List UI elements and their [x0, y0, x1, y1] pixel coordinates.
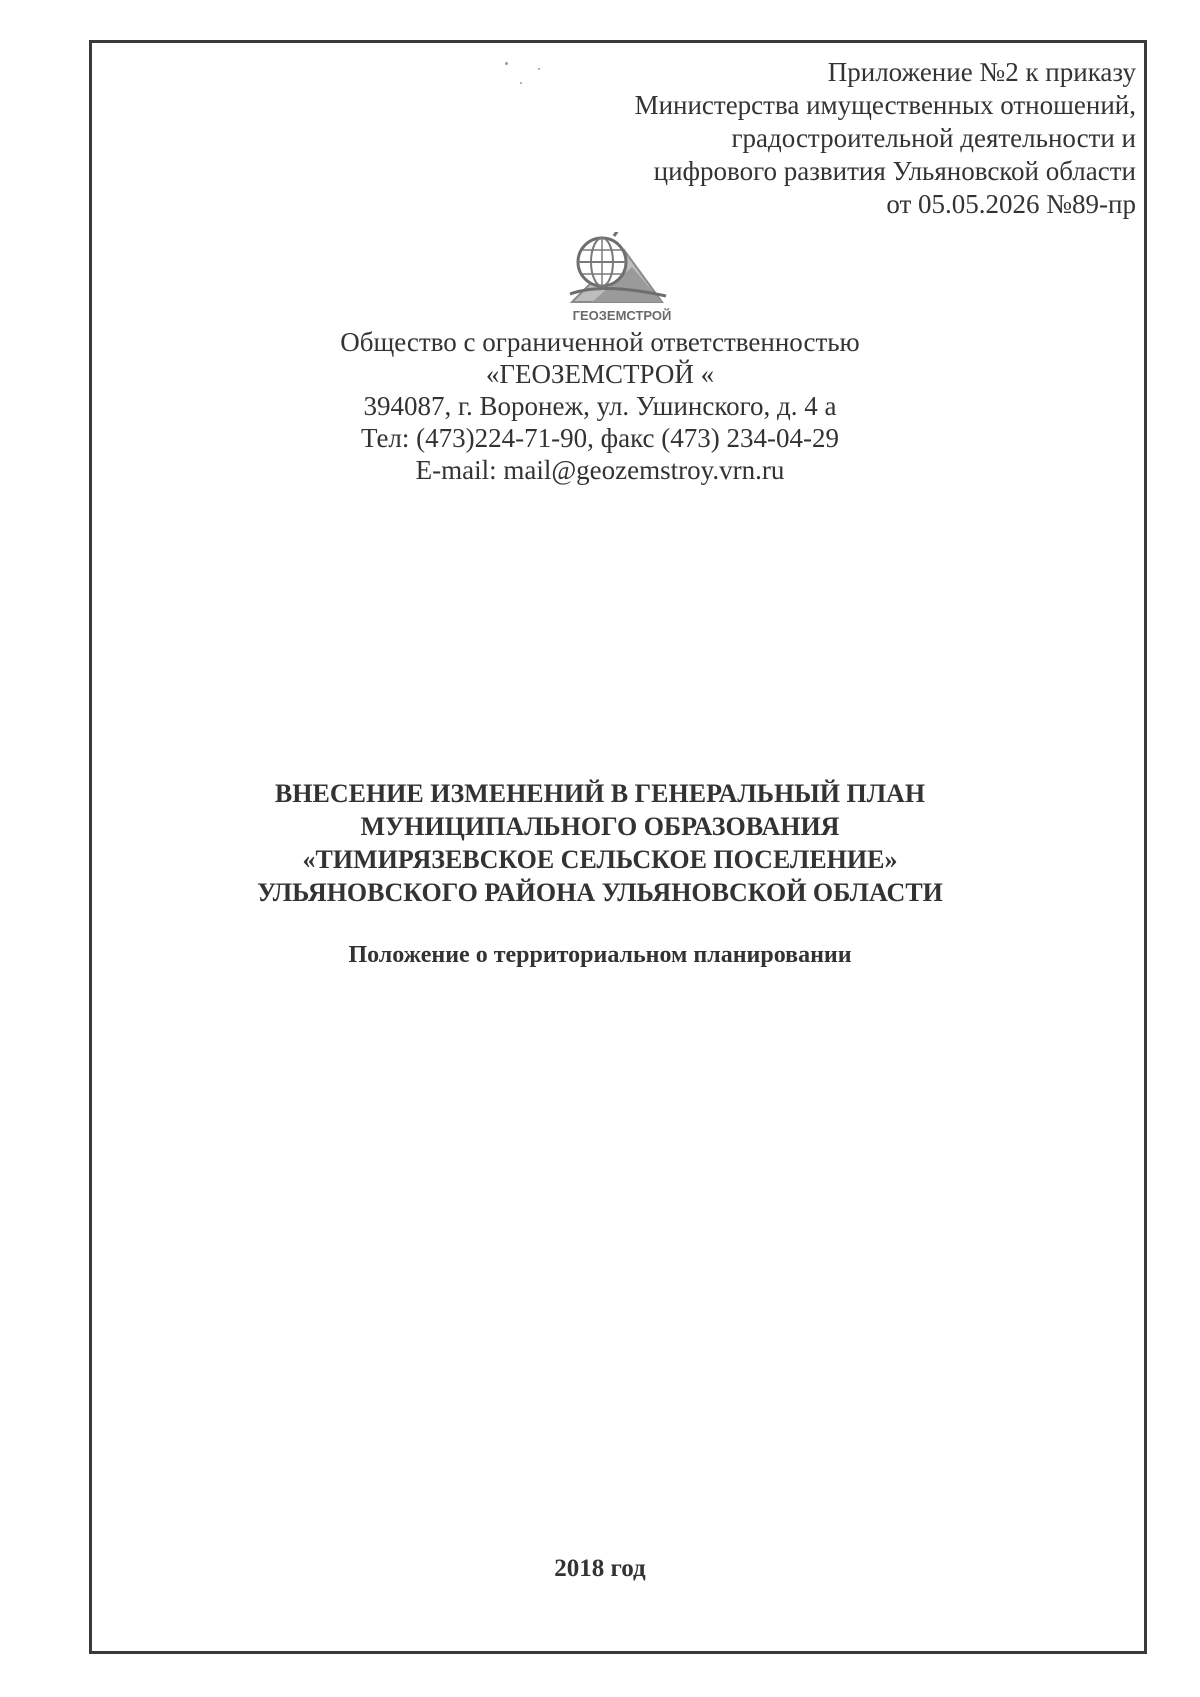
appendix-line: Министерства имущественных отношений,	[634, 90, 1136, 120]
company-logo	[562, 232, 682, 324]
scan-speck	[505, 62, 508, 65]
appendix-line: градостроительной деятельности и	[731, 123, 1136, 153]
document-title	[0, 777, 1200, 909]
svg-text:ГЕОЗЕМСТРОЙ: ГЕОЗЕМСТРОЙ	[572, 308, 672, 323]
document-subtitle: Положение о территориальном планировании	[348, 942, 852, 968]
appendix-line: Приложение №2 к приказу	[827, 57, 1136, 87]
organization-line: «ГЕОЗЕМСТРОЙ «	[485, 359, 715, 389]
organization-line: Общество с ограниченной ответственностью	[340, 327, 860, 357]
appendix-note	[635, 56, 1136, 221]
appendix-line: цифрового развития Ульяновской области	[653, 156, 1136, 186]
appendix-line: от 05.05.2026 №89-пр	[886, 189, 1136, 219]
organization-address: 394087, г. Воронеж, ул. Ушинского, д. 4 а	[363, 391, 837, 421]
title-line: МУНИЦИПАЛЬНОГО ОБРАЗОВАНИЯ	[360, 812, 840, 841]
organization-block	[0, 326, 1200, 486]
title-line: «ТИМИРЯЗЕВСКОЕ СЕЛЬСКОЕ ПОСЕЛЕНИЕ»	[302, 845, 898, 874]
scan-speck	[538, 68, 540, 70]
title-line: УЛЬЯНОВСКОГО РАЙОНА УЛЬЯНОВСКОЙ ОБЛАСТИ	[257, 878, 943, 907]
organization-email: E-mail: mail@geozemstroy.vrn.ru	[415, 455, 785, 485]
organization-phone: Тел: (473)224-71-90, факс (473) 234-04-29	[360, 423, 839, 453]
scan-speck	[520, 82, 522, 84]
title-line: ВНЕСЕНИЕ ИЗМЕНЕНИЙ В ГЕНЕРАЛЬНЫЙ ПЛАН	[274, 779, 926, 808]
document-year: 2018 год	[554, 1555, 646, 1582]
